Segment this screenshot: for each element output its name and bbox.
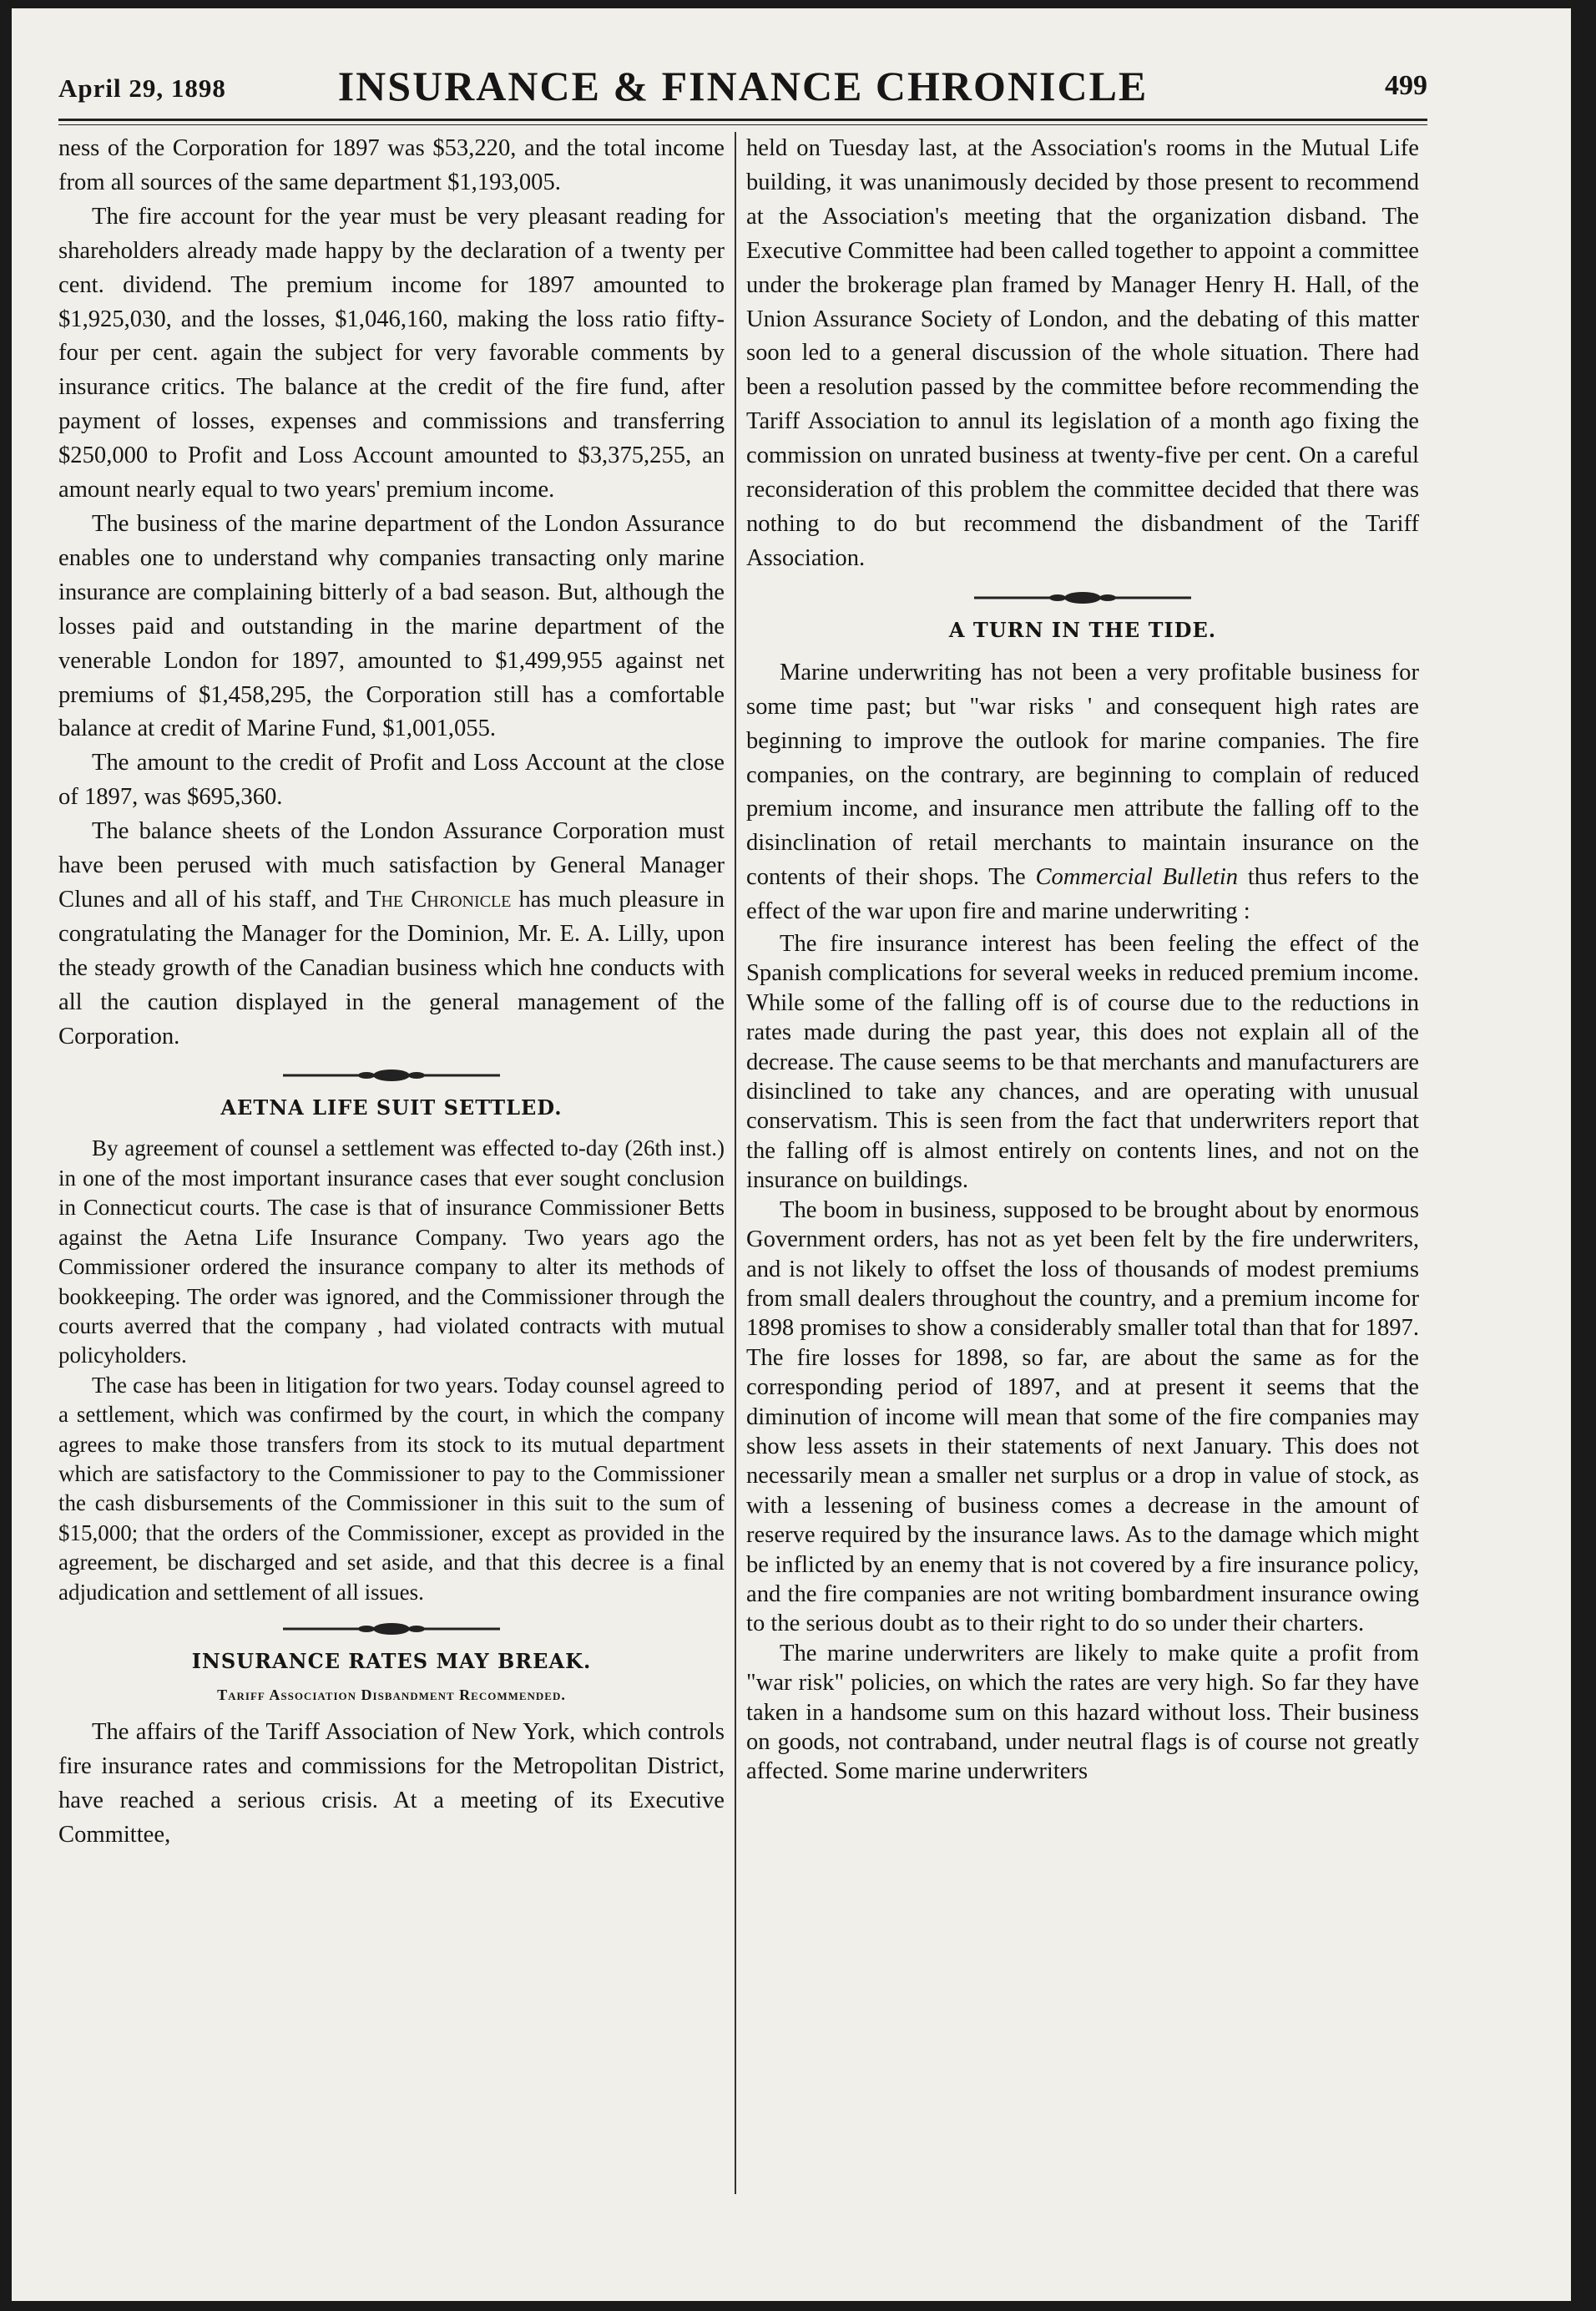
right-column — [746, 132, 1419, 1787]
article-paragraph — [746, 656, 1419, 929]
column-divider — [735, 132, 736, 2194]
left-column — [58, 132, 725, 1853]
article-paragraph: The case has been in litigation for two years. Today counsel agreed to a settlement, which was confirmed by the court, in which the company agrees to make those transfers from its stock to its mutual department which are satisfactory to the Commissioner to pay to the Commissioner the cash disbursements of the Commissioner in this suit to the sum of $15,000; that the orders of the Commissioner, except as provided in the agreement, be discharged and set aside, and that this decree is a final adjudication and settlement of all issues. — [58, 1372, 725, 1605]
article-paragraph: By agreement of counsel a settlement was effected to-day (26th inst.) in one of the most important insurance cases that ever sought conclusion in Connecticut courts. The case is that of insurance Commissioner Betts against the Aetna Life Insurance Company. Two years ago the Commissioner ordered the insurance company to alter its methods of bookkeeping. The order was ignored, and the Commissioner through the courts averred that the company , had violated contracts with mutual policyholders. — [58, 1135, 725, 1368]
article-paragraph: The fire account for the year must be very pleasant reading for shareholders already made happy by the declaration of a twenty per cent. dividend. The premium income for 1897 amounted to $1,925,030, and the losses, $1,046,160, making the loss ratio fifty-four per cent. again the subject for very favorable comments by insurance critics. The balance at the credit of the fire fund, after payment of losses, expenses and commissions and transferring $250,000 to Profit and Loss Account amounted to $3,375,255, an amount nearly equal to two years' premium income. — [58, 203, 725, 503]
quoted-paragraph: The marine underwriters are likely to make quite a profit from "war risk" policies, on which the rates are very high. So far they have taken in a handsome sum on this hazard without loss. Their business on goods, not contraband, under neutral flags is of course not greatly affected. Some marine underwriters — [746, 1640, 1419, 1785]
paragraph-text: thus refers to the effect of the war upon fire and marine underwriting : — [746, 864, 1419, 925]
section-divider-ornament — [974, 588, 1191, 608]
newspaper-page — [12, 8, 1571, 2301]
article-paragraph: ness of the Corporation for 1897 was $53,220, and the total income from all sources of the same department $1,193,005. — [58, 135, 725, 195]
paragraph-text: Marine underwriting has not been a very profitable business for some time past; but "war risks ' and consequent high rates are beginning to improve the outlook for marine companies. The fire companies, on the contrary, are beginning to complain of reduced premium income, and insurance men attribute the falling off to the disinclination of retail merchants to maintain insurance on the contents of their shops. The — [746, 659, 1419, 891]
publication-name: Commercial Bulletin — [1035, 864, 1239, 891]
section-divider-ornament — [283, 1619, 500, 1639]
article-paragraph — [58, 815, 725, 1054]
article-paragraph: The business of the marine department of the London Assurance enables one to understand why companies transacting only marine insurance are complaining bitterly of a bad season. But, although the losses paid and outstanding in the marine department of the venerable London for 1897, amounted to $1,499,955 against net premiums of $1,458,295, the Corporation still has a comfortable balance at credit of Marine Fund, $1,001,055. — [58, 510, 725, 742]
publication-name: The Chronicle — [366, 886, 512, 913]
article-paragraph: held on Tuesday last, at the Association's rooms in the Mutual Life building, it was unanimously decided by those present to recommend at the Association's meeting that the organization disband. The Executive Committee had been called together to appoint a committee under the brokerage plan framed by Manager Henry H. Hall, of the Union Assurance Society of London, and the debating of this matter soon led to a general discussion of the whole situation. There had been a resolution passed by the committee before recommending the Tariff Association to annul its legislation of a month ago fixing the commission on unrated business at twenty-five per cent. On a careful reconsideration of this problem the committee decided that there was nothing to do but recommend the disbandment of the Tariff Association. — [746, 135, 1419, 571]
section-divider-ornament — [283, 1065, 500, 1085]
page-header — [58, 58, 1427, 117]
article-paragraph: The amount to the credit of Profit and Loss Account at the close of 1897, was $695,360. — [58, 750, 725, 811]
header-rule — [58, 119, 1427, 125]
quoted-paragraph: The boom in business, supposed to be brought about by enormous Government orders, has not as yet been felt by the fire underwriters, and is not likely to offset the loss of thousands of modest premiums from small dealers throughout the country, and a premium income for 1898 promises to show a considerably smaller total than that for 1897. The fire losses for 1898, so far, are about the same as for the corresponding period of 1897, and at present it seems that the diminution of income will mean that some of the fire companies may show less assets in their statements of next January. This does not necessarily mean a smaller net surplus or a drop in value of stock, as with a lessening of business comes a decrease in the amount of reserve required by the insurance laws. As to the damage which might be inflicted by an enemy that is not covered by a fire insurance policy, and the fire companies are not writing bombardment insurance owing to the serious doubt as to their right to do so under their charters. — [746, 1196, 1419, 1637]
article-paragraph: The affairs of the Tariff Association of New York, which controls fire insurance rates and commissions for the Metropolitan District, have reached a serious crisis. At a meeting of its Executive Committee, — [58, 1718, 725, 1848]
publication-title: INSURANCE & FINANCE CHRONICLE — [337, 63, 1149, 109]
section-heading: INSURANCE RATES MAY BREAK. — [191, 1648, 592, 1673]
paragraph-text: The balance sheets of the London Assurance Corporation must have been perused with much satisfaction by General Manager Clunes and all of his staff, and — [58, 818, 725, 913]
section-subheading: Tariff Association Disbandment Recommended. — [217, 1686, 566, 1703]
section-heading: AETNA LIFE SUIT SETTLED. — [220, 1095, 563, 1120]
paragraph-text: has much pleasure in congratulating the Manager for the Dominion, Mr. E. A. Lilly, upon the steady growth of the Canadian business which hne conducts with all the caution displayed in the general management of the Corporation. — [58, 886, 725, 1049]
section-heading: A TURN IN THE TIDE. — [948, 617, 1217, 642]
issue-date: April 29, 1898 — [58, 73, 226, 103]
quoted-paragraph: The fire insurance interest has been feeling the effect of the Spanish complications for several weeks in reduced premium income. While some of the falling off is of course due to the reductions in rates made during the past year, this does not explain all of the decrease. The cause seems to be that merchants and manufacturers are disinclined to take any chances, and are operating with unusual conservatism. This is seen from the fact that underwriters report that the falling off is almost entirely on contents lines, and not on the insurance on buildings. — [746, 931, 1419, 1194]
page-number: 499 — [1385, 70, 1427, 101]
